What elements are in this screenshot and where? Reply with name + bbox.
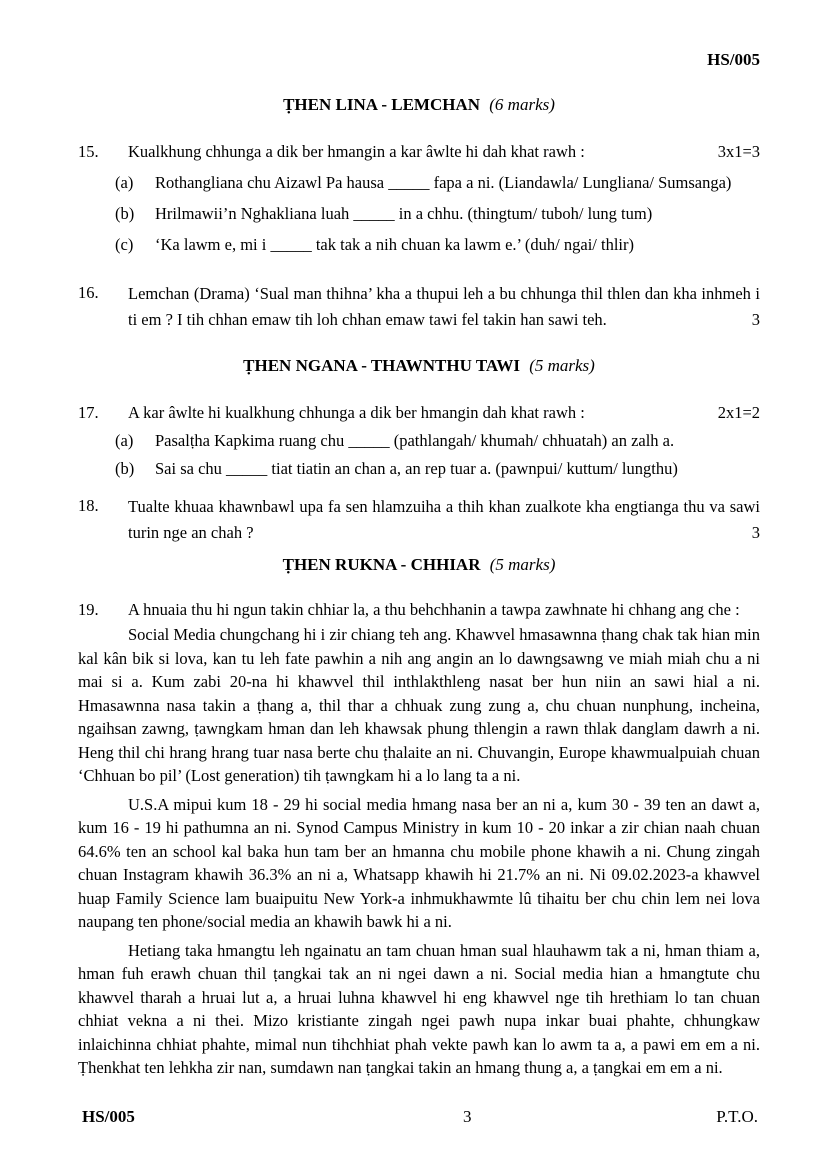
section-heading-chhiar [78,554,760,576]
question-number: 15. [78,142,99,161]
question-17-item-a [115,429,760,453]
question-text: A hnuaia thu hi ngun takin chhiar la, a thu behchhanin a tawpa zawhnate hi chhang ang che : [128,600,740,619]
question-15-item-a [115,171,760,195]
section-heading-lemchan [78,94,760,116]
sub-item-label: (b) [115,204,135,223]
question-17 [78,401,760,425]
section-title: ṬHEN NGANA - THAWNTHU TAWI [243,356,520,375]
sub-item-label: (c) [115,235,134,254]
question-marks: 3 [751,523,760,542]
paper-code-header: HS/005 [707,50,760,69]
question-number: 19. [78,600,99,619]
section-marks: (6 marks) [489,95,555,114]
section-marks: (5 marks) [489,555,556,574]
question-marks: 3 [751,310,760,329]
sub-item-text: Rothangliana chu Aizawl Pa hausa _____ fapa a ni. (Liandawla/ Lungliana/ Sumsanga) [155,173,732,192]
sub-item-text: ‘Ka lawm e, mi i _____ tak tak a nih chuan ka lawm e.’ (duh/ ngai/ thlir) [155,235,634,254]
question-19 [78,598,760,622]
page-footer [78,1107,760,1127]
sub-item-text: Sai sa chu _____ tiat tiatin an chan a, an rep tuar a. (pawnpui/ kuttum/ lungthu) [155,459,678,478]
question-number: 16. [78,283,99,302]
question-marks: 2x1=2 [717,403,760,422]
question-text: Tualte khuaa khawnbawl upa fa sen hlamzuiha a thih khan zualkote kha engtianga thu va sawi turin nge an chah ? [128,497,760,542]
reading-paragraph-3: Hetiang taka hmangtu leh ngainatu an tam chuan hman sual hlauhawm tak a ni, hman thiam a, hman fuh erawh chuan thil ṭangkai tak an ni ngei dawn a ni. Social media hian a hmangtute chu khawvel tharah a hruai lut a, a hruai luhna khawvel hi eng khawvel nge tih hrethiam lo tan chuan chhiat vekna a ni thei. Mizo kristiante zingah ngei pawh nupa inkar buai phahte, chhungkaw inlaichinna chhiat phahte, mimal nun tihchhiat phah vekte pawh kan lo awm ta a, a pawi em em a ni. Ṭhenkhat ten lehkha zir nan, sumdawn nan ṭangkai takin an hmang thung a, a ṭangkai em em a ni. [78,940,760,1077]
reading-paragraph-2: U.S.A mipui kum 18 - 29 hi social media hmang nasa ber an ni a, kum 30 - 39 ten an dawt a, kum 16 - 19 hi pathumna an ni. Synod Campus Ministry in kum 10 - 20 inkar a zir chian naah chuan 64.6% ten an school kal baka hun tam ber an hmanna chu mobile phone khawih a ni. Chung zingah chuan Instagram khawih 36.3% an ni a, Whatsapp khawih hi 21.7% an ni. Ni 09.02.2023-a khawvel huap Family Science lam buaipuitu New York-a inhmukhawmte lû tihaitu ber chu chin lem nei lova naupang ten phone/social media an khawih bawk hi a ni. [78,794,760,931]
question-18 [78,494,760,546]
question-text: A kar âwlte hi kualkhung chhunga a dik ber hmangin dah khat rawh : [128,403,585,422]
footer-pto-label: P.T.O. [716,1107,758,1126]
sub-item-text: Hrilmawii’n Nghakliana luah _____ in a chhu. (thingtum/ tuboh/ lung tum) [155,204,653,223]
question-17-item-b [115,457,760,481]
question-text: Kualkhung chhunga a dik ber hmangin a kar âwlte hi dah khat rawh : [128,142,585,161]
question-number: 18. [78,496,99,515]
section-marks: (5 marks) [529,356,595,375]
section-heading-thawnthu-tawi [78,355,760,377]
question-15 [78,140,760,164]
sub-item-label: (b) [115,459,135,478]
sub-item-label: (a) [115,173,134,192]
section-title: ṬHEN LINA - LEMCHAN [283,95,481,114]
question-marks: 3x1=3 [717,142,760,161]
reading-passage [78,623,760,1080]
section-title: ṬHEN RUKNA - CHHIAR [282,555,481,574]
footer-paper-code: HS/005 [82,1107,135,1126]
question-number: 17. [78,403,99,422]
question-text: Lemchan (Drama) ‘Sual man thihna’ kha a thupui leh a bu chhunga thil thlen dan kha inhmeh i ti em ? I tih chhan emaw tih loh chhan emaw tawi fel takin han sawi teh. [128,284,760,329]
sub-item-label: (a) [115,431,134,450]
reading-paragraph-1: Social Media chungchang hi i zir chiang teh ang. Khawvel hmasawnna ṭhang chak tak hian min kal kân bik si lova, kan tu leh fate pawhin a nih ang angin an lo dawngsawng ve miah miah chu a ni mai si a. Kum zabi 20-na hi khawvel thil inthlakthleng nasat ber hun niin an sawi hial a ni. Hmasawnna nasa takin a ṭhang a, thil thar a chhuak zung zung a, chu chuan nunphung, incheina, ngaihsan zawng, ṭawngkam hman dan leh khawsak phung thlengin a rawn thlak danglam dawrh a ni. Heng thil chi hrang hrang tuar nasa berte chu ṭhalaite an ni. Chuvangin, Europe khawmualpuiah chuan ‘Chhuan bo pil’ (Lost generation) tih ṭawngkam hi a lo lang ta a ni. [78,625,760,785]
question-15-item-c [115,233,760,257]
question-15-item-b [115,202,760,226]
footer-page-number: 3 [463,1107,472,1126]
sub-item-text: Pasalṭha Kapkima ruang chu _____ (pathlangah/ khumah/ chhuatah) an zalh a. [155,431,675,450]
question-16 [78,281,760,333]
